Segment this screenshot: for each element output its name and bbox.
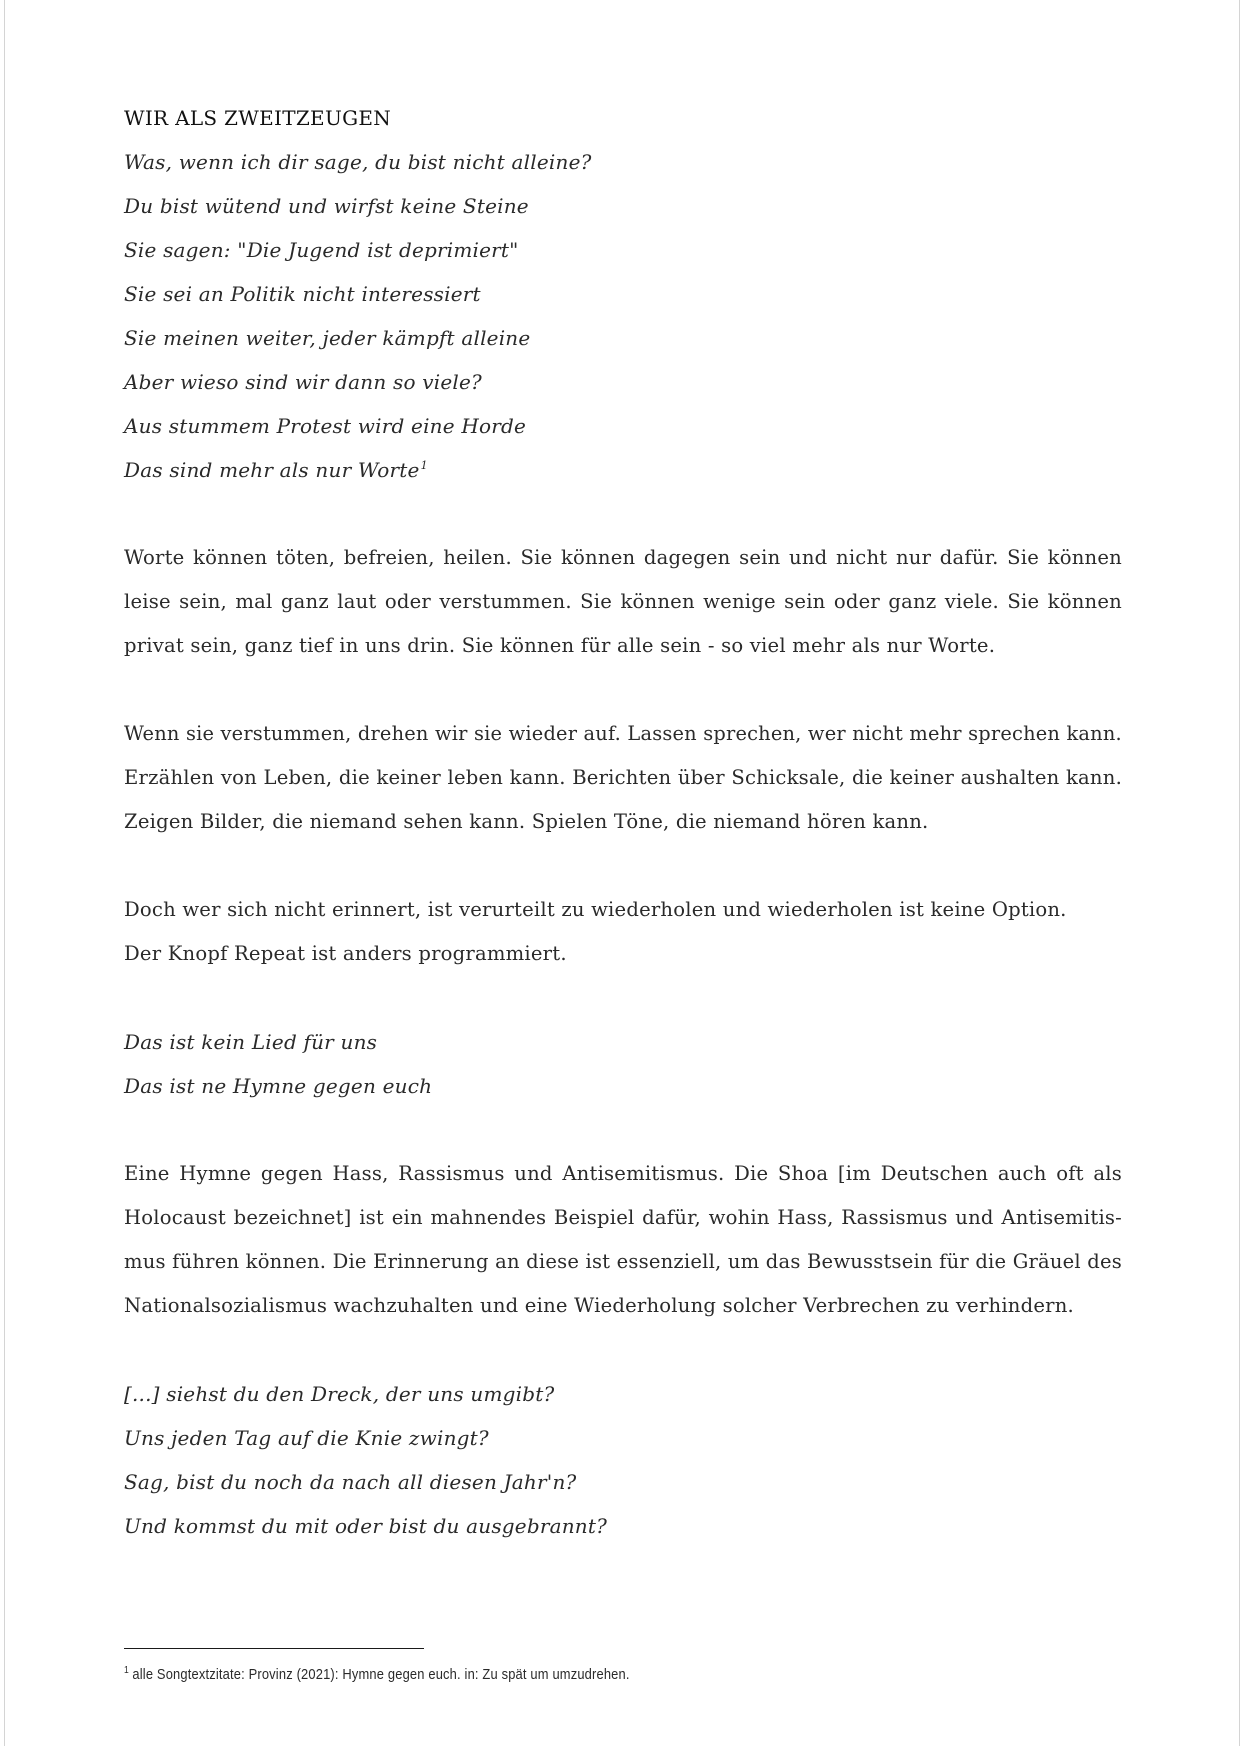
paragraph-line: Nationalsozialismus wachzuhalten und eine Wiederholung solcher Verbrechen zu verhindern. [124,1294,1074,1317]
spacer [124,492,1122,536]
paragraph-line: Eine Hymne gegen Hass, Rassismus und Antisemitismus. Die Shoa [im Deutschen auch oft als [124,1162,1122,1185]
poem-line: Das ist kein Lied für uns [124,1030,378,1054]
page-edge-right [1239,0,1240,1746]
poem-line: Sag, bist du noch da nach all diesen Jahr'n? [124,1470,577,1494]
paragraph-erinnerung [124,888,1122,976]
poem-line: Aber wieso sind wir dann so viele? [124,370,482,394]
footnote-separator [124,1648,424,1649]
footnote-reference[interactable]: 1 [420,459,428,472]
spacer [124,668,1122,712]
poem-stanza-3 [124,1372,1122,1548]
page-edge-left [4,0,5,1746]
poem-line: Uns jeden Tag auf die Knie zwingt? [124,1426,489,1450]
poem-line: Das ist ne Hymne gegen euch [124,1074,433,1098]
poem-line: Und kommst du mit oder bist du ausgebrannt? [124,1514,608,1538]
paragraph-line: Worte können töten, befreien, heilen. Sie können dagegen sein und nicht nur dafür. Sie können [124,546,1122,569]
paragraph-hymne [124,1152,1122,1328]
paragraph-line: Doch wer sich nicht erinnert, ist verurteilt zu wiederholen und wiederholen ist keine Option. [124,898,1067,921]
poem-line: Was, wenn ich dir sage, du bist nicht alleine? [124,150,592,174]
poem-line: Sie meinen weiter, jeder kämpft alleine [124,326,531,350]
paragraph-worte [124,536,1122,668]
paragraph-line: privat sein, ganz tief in uns drin. Sie können für alle sein - so viel mehr als nur Worte. [124,634,996,657]
spacer [124,844,1122,888]
paragraph-line: mus führen können. Die Erinnerung an diese ist essenziell, um das Bewusstsein für die Gräuel des [124,1250,1122,1273]
poem-line: Du bist wütend und wirfst keine Steine [124,194,529,218]
poem-line-text: Das sind mehr als nur Worte [124,458,420,482]
paragraph-line: Holocaust bezeichnet] ist ein mahnendes Beispiel dafür, wohin Hass, Rassismus und Antisemitis- [124,1206,1122,1229]
paragraph-line: leise sein, mal ganz laut oder verstummen. Sie können wenige sein oder ganz viele. Sie können [124,590,1122,613]
poem-line: [...] siehst du den Dreck, der uns umgibt? [124,1382,555,1406]
poem-stanza-1 [124,140,1122,492]
footnote-text: alle Songtextzitate: Provinz (2021): Hymne gegen euch. in: Zu spät um umzudrehen. [132,1666,630,1683]
page-title: WIR ALS ZWEITZEUGEN [124,106,392,130]
poem-line: Aus stummem Protest wird eine Horde [124,414,527,438]
paragraph-verstummen [124,712,1122,844]
footnote-number: 1 [124,1665,129,1676]
poem-line-with-footnote [124,448,1122,492]
page-content [124,96,1122,1548]
paragraph-line: Der Knopf Repeat ist anders programmiert. [124,942,567,965]
spacer [124,1108,1122,1152]
poem-stanza-2 [124,1020,1122,1108]
poem-line: Sie sei an Politik nicht interessiert [124,282,481,306]
paragraph-line: Erzählen von Leben, die keiner leben kann. Berichten über Schicksale, die keiner aushalten kann. [124,766,1122,789]
footnote [124,1666,630,1683]
paragraph-line: Wenn sie verstummen, drehen wir sie wieder auf. Lassen sprechen, wer nicht mehr sprechen kann. [124,722,1122,745]
paragraph-line: Zeigen Bilder, die niemand sehen kann. Spielen Töne, die niemand hören kann. [124,810,929,833]
spacer [124,976,1122,1020]
spacer [124,1328,1122,1372]
poem-line: Sie sagen: "Die Jugend ist deprimiert" [124,238,519,262]
